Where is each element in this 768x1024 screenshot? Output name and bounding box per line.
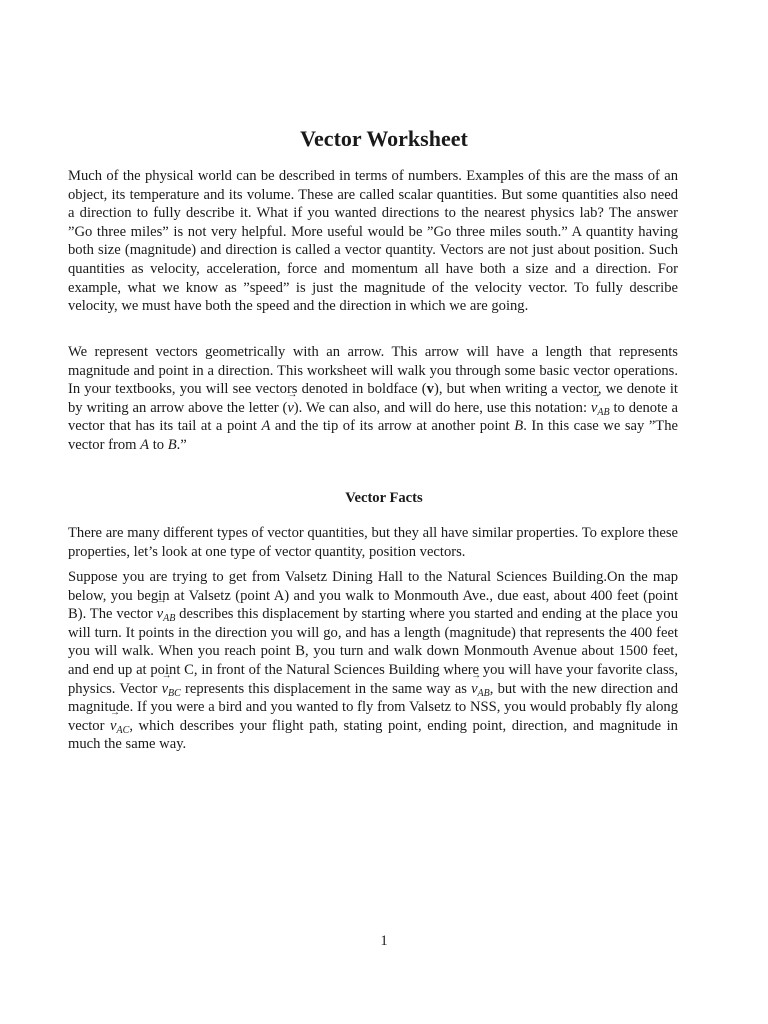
vector-subscript: AB <box>163 613 176 625</box>
notation-paragraph <box>68 343 678 455</box>
text-segment: describes this displacement by starting where you started and ending at the place you will turn. It points in the direction you will go, and has a length (magnitude) that represents the 400 feet you will walk. When you reach point B, you turn and walk down Monmouth Avenue about 1500 feet, and end up at point C, in front of the Natural Sciences Building where you will have your favorite class, physics. Vector <box>68 606 679 697</box>
page-number: 1 <box>380 933 388 949</box>
vector-subscript: AC <box>116 724 130 736</box>
point-label: A <box>261 418 271 435</box>
intro-paragraph: Much of the physical world can be described in terms of numbers. Examples of this are the mass of an object, its temperature and its volume. These are called scalar quantities. But some quantities also need a direction to fully describe it. What if you wanted directions to the nearest physics lab? The answer ”Go three miles” is not very helpful. More useful would be ”Go three miles south.” A quantity having both size (magnitude) and direction is called a vector quantity. Vectors are not just about position. Such quantities as velocity, acceleration, force and momentum all have both a size and a direction. For example, what we know as ”speed” is just the magnitude of the velocity vector. To fully describe velocity, we must have both the speed and the direction in which we are going. <box>68 168 678 315</box>
vector-symbol: → v <box>471 680 477 699</box>
text-segment: ), but when writing a vector, we denote it by writing an arrow above the letter ( <box>68 381 678 416</box>
vector-subscript: BC <box>168 687 181 699</box>
vector-symbol: → v <box>157 605 163 624</box>
page-title: Vector Worksheet <box>300 126 468 151</box>
text-segment: .” <box>176 436 187 453</box>
text-segment: Suppose you are trying to get from Valsetz Dining Hall to the Natural Sciences Building.On the map below, you begin at Valsetz (point A) and you walk to Monmouth Ave., due east, about 400 feet (point B). The vector <box>68 569 678 623</box>
text-segment: , which describes your flight path, stating point, ending point, direction, and magnitude in much the same way. <box>68 717 678 753</box>
point-label: B <box>514 418 524 435</box>
vector-subscript: AB <box>597 406 610 418</box>
vector-symbol: → v <box>591 399 597 418</box>
vector-symbol: → v <box>110 717 116 736</box>
facts-paragraph: There are many different types of vector quantities, but they all have similar properties. To explore these properties, let’s look at one type of vector quantity, position vectors. <box>68 525 678 560</box>
text-segment: and the tip of its arrow at another point <box>270 418 515 435</box>
example-paragraph <box>68 568 678 754</box>
boldface-vector-letter: v <box>426 381 434 398</box>
section-heading: Vector Facts <box>345 490 423 506</box>
point-label: A <box>140 436 150 453</box>
text-segment: . In this case we say ”The vector from <box>68 418 678 453</box>
text-segment: , but with the new direction and magnitude. If you were a bird and you wanted to fly from Valsetz to NSS, you would probably fly along vector <box>68 680 678 734</box>
text-segment: ). We can also, and will do here, use this notation: <box>293 399 591 416</box>
text-segment: to <box>149 436 168 453</box>
vector-symbol: → v <box>162 680 168 699</box>
arrow-vector-letter: → v <box>287 399 293 418</box>
text-segment: represents this displacement in the same way as <box>180 680 472 697</box>
text-segment: We represent vectors geometrically with an arrow. This arrow will have a length that represents magnitude and point in a direction. This worksheet will walk you through some basic vector operations. In your textbooks, you will see vectors denoted in boldface ( <box>68 344 678 398</box>
text-segment: to denote a vector that has its tail at a point <box>68 399 678 435</box>
vector-subscript: AB <box>477 687 490 699</box>
point-label: B <box>167 436 177 453</box>
